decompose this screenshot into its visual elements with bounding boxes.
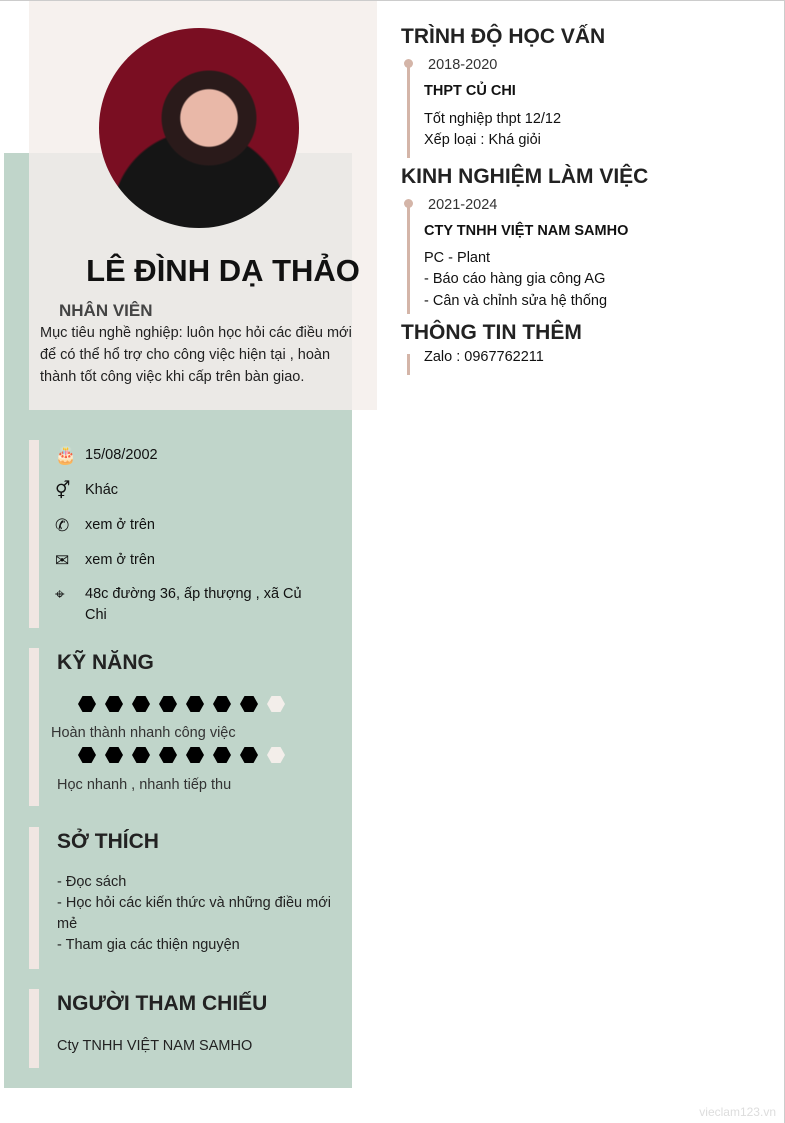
rating-hexagon (240, 747, 258, 763)
gender-icon: ⚥ (55, 481, 71, 500)
education-heading: TRÌNH ĐỘ HỌC VẤN (401, 25, 606, 48)
timeline-dot (404, 199, 413, 208)
hobby-item: - Học hỏi các kiến thức và những điều mới mẻ (57, 895, 331, 932)
hobby-item: - Đọc sách (57, 874, 127, 890)
rating-hexagon (240, 696, 258, 712)
rating-hexagon (105, 696, 123, 712)
timeline-line (407, 63, 410, 158)
rating-hexagon (132, 696, 150, 712)
rating-hexagon (105, 747, 123, 763)
section-bar (29, 648, 39, 806)
location-icon: ⌖ (55, 585, 65, 604)
rating-hexagon (78, 747, 96, 763)
section-bar (29, 440, 39, 628)
skill-rating (78, 696, 285, 712)
rating-hexagon (159, 696, 177, 712)
education-period: 2018-2020 (428, 57, 498, 73)
rating-hexagon (186, 696, 204, 712)
school-name: THPT CỦ CHI (424, 83, 516, 99)
hobbies-heading: SỞ THÍCH (57, 830, 159, 853)
contact-email: ✉ xem ở trên (55, 551, 155, 570)
experience-heading: KINH NGHIỆM LÀM VIỆC (401, 165, 649, 188)
hobby-item: - Tham gia các thiện nguyện (57, 937, 240, 953)
education-detail: Xếp loại : Khá giỏi (424, 132, 541, 148)
company-name: CTY TNHH VIỆT NAM SAMHO (424, 223, 629, 239)
reference-text: Cty TNHH VIỆT NAM SAMHO (57, 1038, 253, 1054)
extra-info-heading: THÔNG TIN THÊM (401, 321, 582, 344)
contact-birthday: 🎂 15/08/2002 (55, 446, 158, 465)
rating-hexagon (132, 747, 150, 763)
contact-gender: ⚥ Khác (55, 481, 119, 500)
rating-hexagon (267, 747, 285, 763)
skill-name: Hoàn thành nhanh công việc (51, 725, 236, 741)
experience-detail: PC - Plant (424, 250, 491, 266)
extra-info-text: Zalo : 0967762211 (424, 349, 544, 365)
rating-hexagon (267, 696, 285, 712)
contact-address: ⌖ 48c đường 36, ấp thượng , xã Củ Chi (55, 584, 315, 626)
birthday-cake-icon: 🎂 (55, 446, 77, 465)
phone-icon: ✆ (55, 516, 70, 535)
rating-hexagon (159, 747, 177, 763)
rating-hexagon (186, 747, 204, 763)
references-heading: NGƯỜI THAM CHIẾU (57, 992, 268, 1015)
avatar (99, 28, 299, 228)
rating-hexagon (213, 747, 231, 763)
timeline-dot (404, 59, 413, 68)
skills-heading: KỸ NĂNG (57, 651, 154, 674)
watermark: vieclam123.vn (699, 1105, 776, 1119)
email-icon: ✉ (55, 551, 70, 570)
full-name: LÊ ĐÌNH DẠ THẢO (86, 253, 360, 288)
rating-hexagon (213, 696, 231, 712)
skill-rating (78, 747, 285, 763)
timeline-line (407, 354, 410, 375)
experience-detail: - Báo cáo hàng gia công AG (424, 271, 606, 287)
timeline-line (407, 203, 410, 314)
rating-hexagon (78, 696, 96, 712)
section-bar (29, 989, 39, 1068)
job-title: NHÂN VIÊN (59, 301, 153, 320)
career-objective: Mục tiêu nghề nghiệp: luôn học hỏi các điều mới để có thể hổ trợ cho công việc hiện tại , hoàn thành tốt công việc khi cấp trên bàn giao. (40, 325, 352, 385)
education-detail: Tốt nghiệp thpt 12/12 (424, 111, 562, 127)
experience-detail: - Cân và chỉnh sửa hệ thống (424, 293, 608, 309)
skill-name: Học nhanh , nhanh tiếp thu (57, 777, 232, 793)
contact-phone: ✆ xem ở trên (55, 516, 155, 535)
experience-period: 2021-2024 (428, 197, 498, 213)
hobbies-list (57, 872, 337, 956)
section-bar (29, 827, 39, 969)
